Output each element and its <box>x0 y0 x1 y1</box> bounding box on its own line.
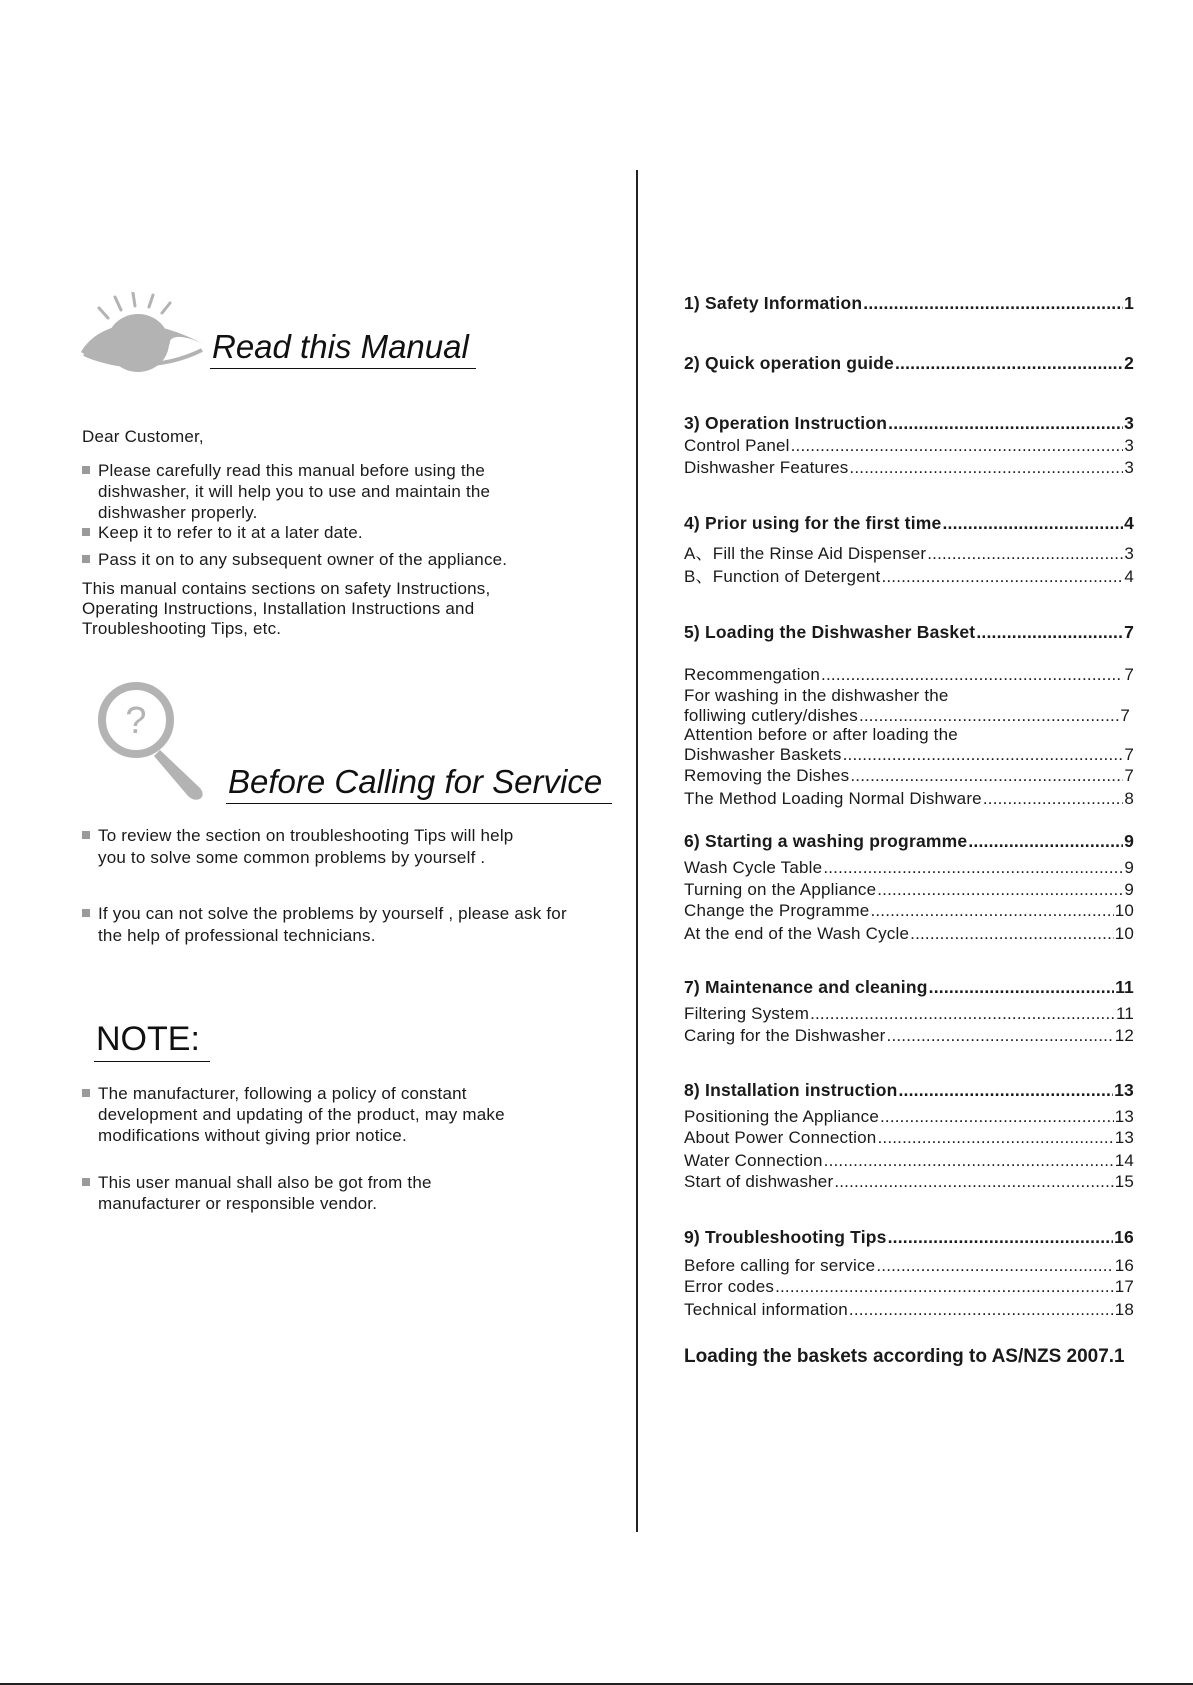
toc-entry[interactable]: At the end of the Wash Cycle ..... 10 <box>684 923 1134 945</box>
toc-heading[interactable]: 4) Prior using for the first time ..... 4 <box>684 512 1134 534</box>
toc-entry[interactable]: Change the Programme ..... 10 <box>684 900 1134 922</box>
read-manual-bullet: Pass it on to any subsequent owner of the appliance. <box>82 549 578 570</box>
toc-heading[interactable]: 1) Safety Information ..... 1 <box>684 292 1134 314</box>
toc-entry[interactable]: Filtering System ..... 11 <box>684 1003 1134 1025</box>
read-manual-bullet: Keep it to refer to it at a later date. <box>82 522 558 543</box>
toc-entry[interactable]: Control Panel ..... 3 <box>684 435 1134 457</box>
toc-entry[interactable]: A、Fill the Rinse Aid Dispenser ..... 3 <box>684 543 1134 565</box>
toc-entry[interactable]: About Power Connection ..... 13 <box>684 1127 1134 1149</box>
toc-entry[interactable]: B、Function of Detergent ..... 4 <box>684 566 1134 588</box>
toc-entry-line: For washing in the dishwasher the <box>684 686 949 705</box>
eye-icon <box>78 292 210 378</box>
toc-entry[interactable]: folliwing cutlery/dishes ..... 7 <box>684 705 1130 727</box>
magnifier-question-icon <box>96 680 214 802</box>
read-manual-bullet: Please carefully read this manual before using the dishwasher, it will help you to use and maintain the dishwasher properly. <box>82 460 558 523</box>
note-bullet: The manufacturer, following a policy of constant development and updating of the product, may make modifications without giving prior notice. <box>82 1083 538 1146</box>
toc-entry[interactable]: Water Connection ..... 14 <box>684 1150 1134 1172</box>
toc-entry[interactable]: Positioning the Appliance ..... 13 <box>684 1106 1134 1128</box>
toc-entry[interactable]: Start of dishwasher ..... 15 <box>684 1171 1134 1193</box>
manual-contents-paragraph: This manual contains sections on safety Instructions, Operating Instructions, Installation Instructions and Troubleshooting Tips, etc. <box>82 579 491 638</box>
toc-final-heading[interactable]: Loading the baskets according to AS/NZS 2007.1 <box>684 1346 1125 1367</box>
question-mark-glyph: ? <box>125 700 147 742</box>
toc-entry[interactable]: Recommengation ..... 7 <box>684 664 1134 686</box>
toc-heading[interactable]: 8) Installation instruction ..... 13 <box>684 1079 1134 1101</box>
toc-entry[interactable]: Technical information ..... 18 <box>684 1299 1134 1321</box>
toc-heading[interactable]: 5) Loading the Dishwasher Basket ..... 7 <box>684 621 1134 643</box>
greeting: Dear Customer, <box>82 427 204 446</box>
toc-entry[interactable]: Turning on the Appliance ..... 9 <box>684 879 1134 901</box>
toc-heading[interactable]: 2) Quick operation guide ..... 2 <box>684 352 1134 374</box>
toc-heading[interactable]: 3) Operation Instruction ..... 3 <box>684 412 1134 434</box>
toc-entry[interactable]: Wash Cycle Table ..... 9 <box>684 857 1134 879</box>
toc-entry[interactable]: Dishwasher Features ..... 3 <box>684 457 1134 479</box>
toc-entry[interactable]: Removing the Dishes ..... 7 <box>684 765 1134 787</box>
note-title: NOTE: <box>94 1020 210 1062</box>
service-title: Before Calling for Service <box>226 763 612 804</box>
column-divider <box>636 170 638 1532</box>
note-bullet: This user manual shall also be got from the manufacturer or responsible vendor. <box>82 1172 498 1214</box>
toc-entry[interactable]: Error codes ..... 17 <box>684 1276 1134 1298</box>
toc-entry[interactable]: Caring for the Dishwasher ..... 12 <box>684 1025 1134 1047</box>
toc-entry[interactable]: Dishwasher Baskets ..... 7 <box>684 744 1134 766</box>
toc-entry[interactable]: The Method Loading Normal Dishware ..... 8 <box>684 788 1134 810</box>
toc-heading[interactable]: 7) Maintenance and cleaning ..... 11 <box>684 976 1134 998</box>
toc-entry-line: Attention before or after loading the <box>684 725 958 744</box>
toc-entry[interactable]: Before calling for service ..... 16 <box>684 1255 1134 1277</box>
read-manual-title: Read this Manual <box>210 328 476 369</box>
service-bullet: To review the section on troubleshooting Tips will help you to solve some common problems by yourself . <box>82 825 518 869</box>
toc-heading[interactable]: 9) Troubleshooting Tips ..... 16 <box>684 1226 1134 1248</box>
toc-heading[interactable]: 6) Starting a washing programme ..... 9 <box>684 830 1134 852</box>
service-bullet: If you can not solve the problems by yourself , please ask for the help of professional technicians. <box>82 903 568 947</box>
